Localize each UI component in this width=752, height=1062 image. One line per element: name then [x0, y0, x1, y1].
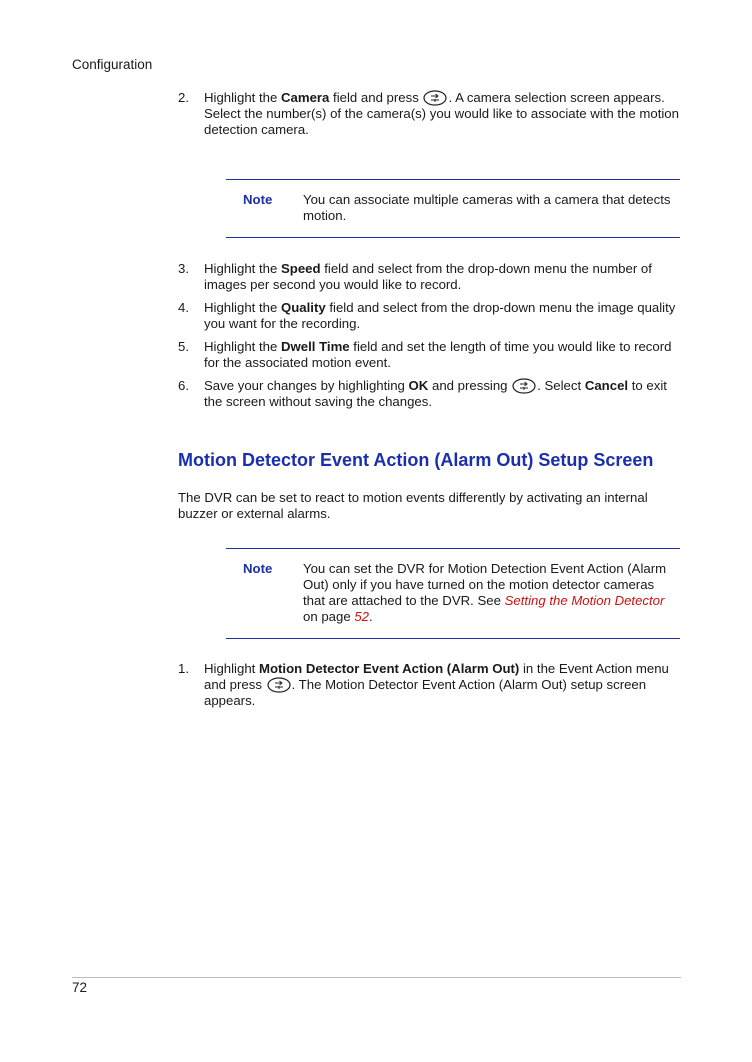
step-text-part: Highlight the: [204, 339, 281, 354]
page-content: [178, 90, 684, 716]
enter-button-icon: [267, 677, 291, 693]
step-number: 5.: [178, 339, 189, 354]
step-number: 4.: [178, 300, 189, 315]
running-head: Configuration: [72, 57, 153, 72]
list-item: [178, 90, 684, 138]
note-text-part: .: [369, 609, 373, 624]
step-number: 1.: [178, 661, 189, 676]
step-text: [204, 261, 684, 293]
ui-term: Quality: [280, 300, 326, 315]
step-text-part: Highlight: [204, 661, 259, 676]
step-text-part: and pressing: [428, 378, 512, 393]
ui-term: Speed: [280, 261, 321, 276]
step-text: [204, 378, 684, 410]
note-box: [226, 548, 680, 639]
page-number: 72: [72, 980, 88, 995]
step-text-part: in the Event Action menu and press: [204, 661, 669, 692]
list-item: [178, 261, 684, 293]
list-item: [178, 661, 684, 709]
step-text-part: field and press: [329, 90, 423, 105]
enter-button-icon: [423, 90, 447, 106]
step-text-part: field and select from the drop-down menu the image quality you want for the recording.: [204, 300, 676, 331]
step-text-part: Highlight the: [204, 261, 281, 276]
enter-button-icon: [512, 378, 536, 394]
step-text: [204, 339, 684, 371]
step-text: [204, 90, 684, 138]
step-text-part: . Select: [537, 378, 585, 393]
note-text: [303, 561, 680, 625]
ui-term: Cancel: [584, 378, 629, 393]
section-intro: The DVR can be set to react to motion events differently by activating an internal buzzer or external alarms.: [178, 490, 648, 521]
note-label: Note: [243, 192, 273, 207]
step-text-part: . The Motion Detector Event Action (Alarm Out) setup screen appears.: [204, 677, 647, 708]
step-text: [204, 300, 684, 332]
note-text-part: You can set the DVR for Motion Detection Event Action (Alarm Out) only if you have turned on the motion detector cameras that are attached to the DVR. See: [303, 561, 667, 608]
step-number: 6.: [178, 378, 189, 393]
footer-divider: [72, 977, 681, 978]
step-text-part: Highlight the: [204, 90, 281, 105]
note-box: [226, 179, 680, 238]
list-item: [178, 339, 684, 371]
list-item: [178, 378, 684, 410]
note-text: You can associate multiple cameras with a camera that detects motion.: [303, 192, 671, 223]
note-text-part: on page: [303, 609, 355, 624]
step-number: 2.: [178, 90, 189, 105]
step-number: 3.: [178, 261, 189, 276]
step-text-part: to exit the screen without saving the changes.: [204, 378, 667, 409]
note-label: Note: [243, 561, 273, 576]
list-item: [178, 300, 684, 332]
section-heading: Motion Detector Event Action (Alarm Out) Setup Screen: [178, 450, 654, 470]
step-text: [204, 661, 684, 709]
step-text-part: field and set the length of time you would like to record for the associated motion event.: [204, 339, 672, 370]
ui-term: Dwell Time: [280, 339, 350, 354]
ui-term: Motion Detector Event Action (Alarm Out): [258, 661, 520, 676]
cross-reference-link[interactable]: Setting the Motion Detector: [504, 593, 665, 608]
step-text-part: Highlight the: [204, 300, 281, 315]
step-text-part: field and select from the drop-down menu the number of images per second you would like to record.: [204, 261, 652, 292]
page-reference-link[interactable]: 52: [354, 609, 370, 624]
ui-term: Camera: [280, 90, 330, 105]
ui-term: OK: [408, 378, 429, 393]
step-text-part: . A camera selection screen appears. Select the number(s) of the camera(s) you would like to associate with the motion detection camera.: [204, 90, 679, 137]
step-text-part: Save your changes by highlighting: [204, 378, 409, 393]
